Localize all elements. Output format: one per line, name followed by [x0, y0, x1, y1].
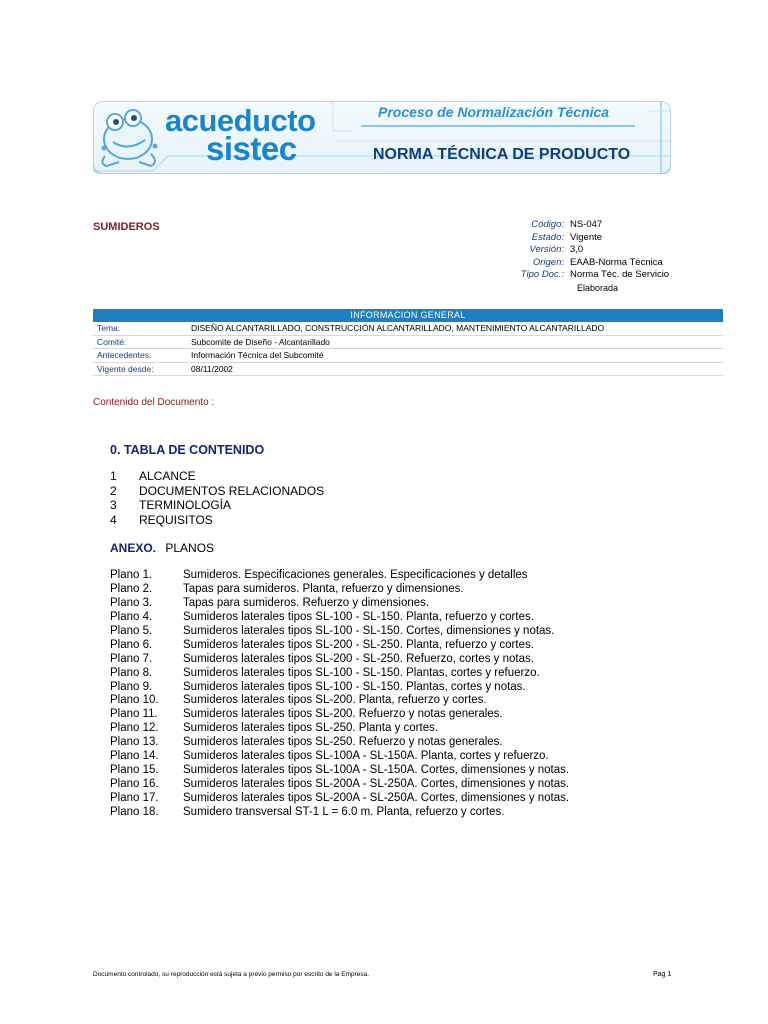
info-key: Comité:	[97, 336, 127, 347]
meta-value: 3,0	[570, 244, 584, 255]
info-value: 08/11/2002	[191, 363, 233, 374]
planos-list	[110, 569, 569, 820]
plano-row	[110, 681, 569, 695]
brand-name-line2: sistec	[206, 130, 297, 167]
footer-disclaimer: Documento controlado, su reproducción está sujeta a previo permiso por escrito de la Empresa.	[93, 971, 370, 978]
plano-id: Plano 8.	[110, 666, 153, 679]
norma-title: NORMA TÉCNICA DE PRODUCTO	[373, 146, 631, 163]
plano-description: Sumideros laterales tipos SL-100 - SL-150. Plantas, cortes y refuerzo.	[183, 666, 540, 679]
toc-item-number: 2	[110, 483, 117, 498]
plano-description: Sumideros laterales tipos SL-100A - SL-150A. Cortes, dimensiones y notas.	[183, 764, 570, 777]
contenido-label: Contenido del Documento :	[93, 397, 215, 408]
toc-item-number: 3	[110, 498, 117, 512]
plano-description: Sumideros laterales tipos SL-100A - SL-150A. Planta, cortes y refuerzo.	[183, 750, 549, 763]
toc-item-number: 4	[110, 512, 117, 527]
toc-list	[110, 469, 324, 527]
toc-item	[110, 469, 324, 484]
document-metadata	[500, 219, 669, 282]
plano-id: Plano 6.	[110, 638, 153, 651]
meta-row-version	[500, 244, 669, 257]
plano-description: Sumideros laterales tipos SL-200. Planta, refuerzo y cortes.	[183, 694, 487, 707]
plano-id: Plano 2.	[110, 582, 153, 595]
plano-description: Sumideros laterales tipos SL-250. Refuerzo y notas generales.	[183, 736, 503, 749]
toc-item-number: 1	[110, 469, 117, 483]
plano-id: Plano 17.	[110, 792, 159, 804]
plano-id: Plano 10.	[110, 694, 159, 707]
brand-name-line1: acueducto	[165, 103, 316, 138]
plano-row	[110, 667, 569, 681]
anexo-label: ANEXO.	[110, 541, 157, 555]
meta-status-extra: Elaborada	[577, 283, 619, 293]
plano-description: Tapas para sumideros. Planta, refuerzo y dimensiones.	[183, 582, 464, 595]
toc-item-label: DOCUMENTOS RELACIONADOS	[139, 483, 325, 498]
meta-row-codigo	[500, 219, 669, 232]
plano-description: Sumideros laterales tipos SL-200 - SL-250. Planta, refuerzo y cortes.	[183, 638, 534, 651]
process-title: Proceso de Normalización Técnica	[378, 104, 610, 120]
plano-id: Plano 15.	[110, 764, 159, 777]
plano-id: Plano 18.	[110, 805, 159, 818]
meta-key: Código:	[531, 219, 564, 230]
plano-id: Plano 12.	[110, 722, 159, 735]
info-row-vigente-desde	[93, 363, 723, 377]
banner-background	[93, 101, 671, 174]
meta-value: NS-047	[570, 219, 603, 230]
meta-value: Norma Téc. de Servicio	[570, 269, 670, 280]
plano-id: Plano 3.	[110, 596, 153, 609]
plano-row	[110, 708, 569, 722]
toc-item	[110, 498, 324, 513]
toc-item-label: TERMINOLOGÍA	[139, 498, 232, 512]
plano-id: Plano 9.	[110, 680, 153, 693]
meta-key: Estado:	[531, 231, 564, 243]
info-key: Vigente desde:	[97, 363, 154, 374]
plano-row	[110, 736, 569, 750]
info-general-header: INFORMACION GENERAL	[93, 309, 723, 322]
plano-row	[110, 597, 569, 611]
info-value: Información Técnica del Subcomité	[191, 350, 324, 360]
plano-row	[110, 764, 569, 778]
info-row-comite	[93, 336, 723, 350]
plano-row	[110, 694, 569, 708]
meta-row-origen	[500, 257, 669, 270]
plano-description: Sumideros laterales tipos SL-250. Planta y cortes.	[183, 722, 439, 735]
plano-row	[110, 653, 569, 667]
meta-key: Tipo Doc.:	[520, 269, 564, 280]
info-key: Antecedentes:	[97, 350, 152, 360]
plano-id: Plano 14.	[110, 750, 159, 763]
plano-id: Plano 4.	[110, 610, 153, 623]
page-number: Pag 1	[653, 971, 672, 978]
plano-description: Tapas para sumideros. Refuerzo y dimensiones.	[183, 596, 430, 609]
plano-row	[110, 722, 569, 736]
info-key: Tema:	[97, 323, 121, 333]
plano-description: Sumideros laterales tipos SL-200A - SL-250A. Cortes, dimensiones y notas.	[183, 778, 570, 791]
info-row-tema	[93, 322, 723, 336]
plano-description: Sumideros laterales tipos SL-100 - SL-150. Planta, refuerzo y cortes.	[183, 610, 534, 623]
toc-item	[110, 484, 324, 499]
plano-description: Sumideros laterales tipos SL-200A - SL-250A. Cortes, dimensiones y notas.	[183, 792, 570, 804]
plano-id: Plano 1.	[110, 569, 153, 581]
plano-id: Plano 13.	[110, 736, 159, 749]
anexo-value: PLANOS	[165, 541, 215, 555]
plano-row	[110, 778, 569, 792]
plano-description: Sumidero transversal ST-1 L = 6.0 m. Planta, refuerzo y cortes.	[183, 805, 505, 818]
header-banner	[93, 101, 671, 174]
info-general-table	[93, 322, 723, 376]
plano-description: Sumideros laterales tipos SL-100 - SL-150. Plantas, cortes y notas.	[183, 680, 526, 693]
plano-id: Plano 11.	[110, 708, 158, 721]
info-value: DISEÑO ALCANTARILLADO, CONSTRUCCIÓN ALCANTARILLADO, MANTENIMIENTO ALCANTARILLADO	[191, 323, 605, 333]
toc-item-label: ALCANCE	[139, 469, 196, 483]
plano-row	[110, 806, 569, 820]
toc-item	[110, 513, 324, 528]
meta-key: Versión:	[529, 244, 564, 255]
plano-description: Sumideros laterales tipos SL-200 - SL-250. Refuerzo, cortes y notas.	[183, 652, 534, 665]
plano-row	[110, 639, 569, 653]
meta-row-estado	[500, 232, 669, 245]
anexo-heading	[110, 541, 214, 555]
plano-row	[110, 750, 569, 764]
meta-value: EAAB-Norma Técnica	[570, 256, 663, 268]
plano-row	[110, 625, 569, 639]
document-title: SUMIDEROS	[93, 221, 160, 233]
frog-logo-icon	[95, 104, 165, 170]
plano-id: Plano 5.	[110, 624, 153, 637]
info-row-antecedentes	[93, 349, 723, 363]
meta-key: Origen:	[532, 256, 564, 268]
meta-value: Vigente	[570, 231, 603, 243]
plano-row	[110, 569, 569, 583]
toc-item-label: REQUISITOS	[139, 512, 213, 527]
info-value: Subcomite de Diseño - Alcantarillado	[191, 336, 330, 347]
plano-description: Sumideros laterales tipos SL-100 - SL-150. Cortes, dimensiones y notas.	[183, 624, 555, 637]
plano-description: Sumideros. Especificaciones generales. Especificaciones y detalles	[183, 569, 528, 581]
plano-row	[110, 792, 569, 806]
process-title-underline	[361, 125, 635, 127]
plano-id: Plano 7.	[110, 652, 153, 665]
meta-row-tipo-doc	[500, 269, 669, 282]
plano-id: Plano 16.	[110, 778, 159, 791]
plano-description: Sumideros laterales tipos SL-200. Refuerzo y notas generales.	[183, 708, 503, 721]
toc-title: 0. TABLA DE CONTENIDO	[110, 443, 265, 457]
plano-row	[110, 611, 569, 625]
plano-row	[110, 583, 569, 597]
